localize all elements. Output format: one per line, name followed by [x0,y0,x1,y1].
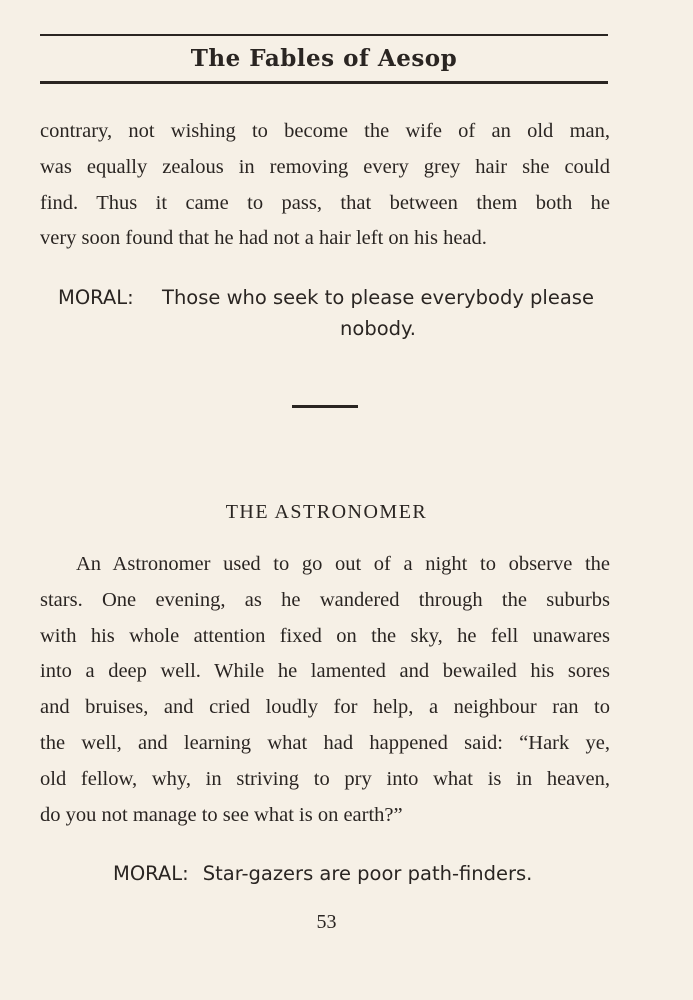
text-line: old fellow, why, in striving to pry into what is in heaven, [40,767,610,790]
page-number: 53 [316,911,337,933]
text-line: stars. One evening, as he wandered through the suburbs [40,588,610,611]
text-line: into a deep well. While he lamented and bewailed his sores [40,660,610,683]
moral-label: MORAL: [58,286,134,309]
moral-text: Those who seek to please everybody please nobody. [162,286,594,340]
section-divider [292,405,358,408]
text-line: and bruises, and cried loudly for help, a neighbour ran to [40,696,610,719]
text-line: was equally zealous in removing every grey hair she could [40,155,610,178]
moral-text: Star-gazers are poor path-finders. [202,862,533,885]
moral-current [113,858,613,889]
text-line: find. Thus it came to pass, that between them both he [40,191,610,214]
text-line: contrary, not wishing to become the wife of an old man, [40,120,610,142]
header-rule-bottom [40,81,608,84]
previous-fable-paragraph [40,114,610,257]
text-line: An Astronomer used to go out of a night to observe the [76,553,610,575]
running-head-title: The Fables of Aesop [190,45,458,72]
text-line: do you not manage to see what is on earth?” [40,803,403,826]
text-line: with his whole attention fixed on the sky, he fell unawares [40,624,610,647]
fable-title: THE ASTRONOMER [225,501,428,523]
moral-label: MORAL: [113,862,189,885]
astronomer-fable-paragraph [40,547,610,833]
text-line: very soon found that he had not a hair left on his head. [40,227,487,250]
header-rule-top [40,34,608,36]
text-line: the well, and learning what had happened said: “Hark ye, [40,731,610,754]
